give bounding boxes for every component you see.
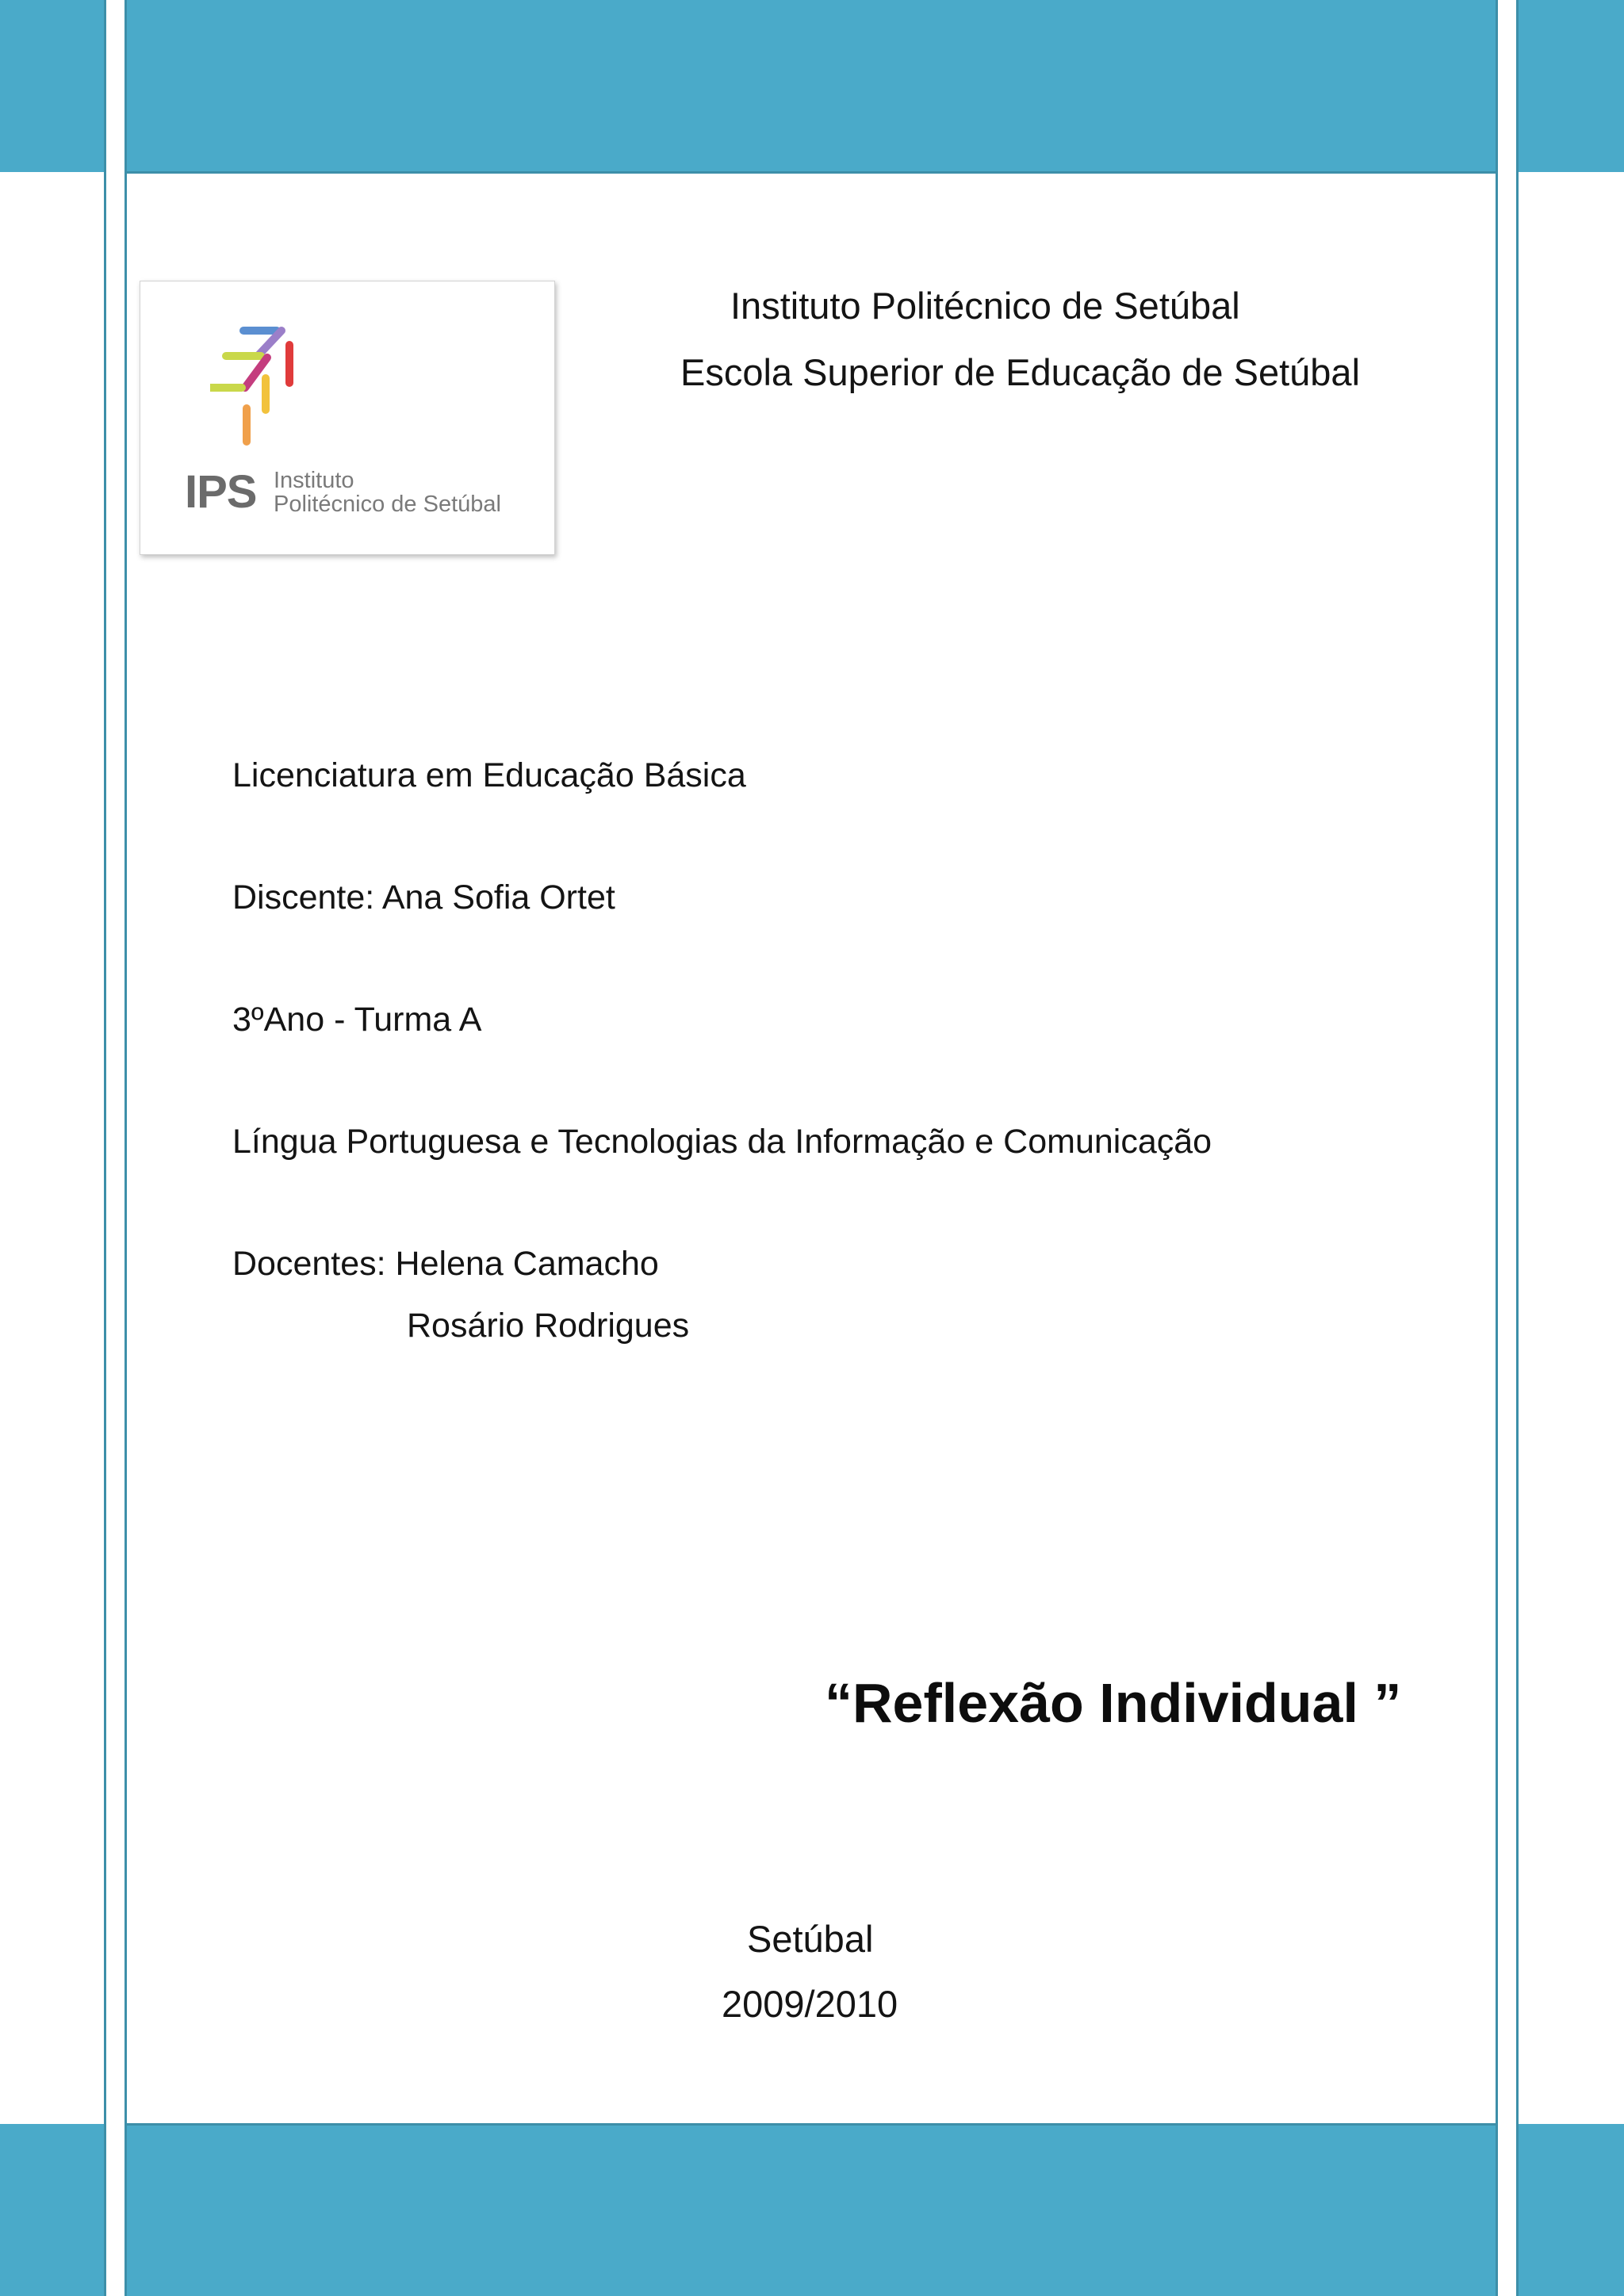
school-name: Escola Superior de Educação de Setúbal xyxy=(680,351,1361,393)
frame-rule-4 xyxy=(1516,0,1519,2296)
academic-year: 2009/2010 xyxy=(722,1983,898,2025)
year-class-line: 3ºAno - Turma A xyxy=(232,1001,482,1039)
footer-band-right xyxy=(1518,2124,1624,2296)
logo-abbreviation: IPS xyxy=(185,466,257,518)
ips-logo-mark-icon xyxy=(210,321,369,472)
document-title: “Reflexão Individual ” xyxy=(825,1672,1402,1734)
footer-band-center xyxy=(126,2124,1497,2296)
subject-line: Língua Portuguesa e Tecnologias da Informação e Comunicação xyxy=(232,1123,1212,1161)
frame-rule-top xyxy=(126,171,1497,174)
logo-line-1: Instituto xyxy=(274,468,354,493)
frame-rule-1 xyxy=(104,0,106,2296)
logo-line-2: Politécnico de Setúbal xyxy=(274,492,501,517)
ips-logo xyxy=(140,281,555,555)
place: Setúbal xyxy=(747,1918,874,1960)
student-line: Discente: Ana Sofia Ortet xyxy=(232,878,615,916)
frame-rule-bottom xyxy=(126,2123,1497,2126)
course-line: Licenciatura em Educação Básica xyxy=(232,756,746,794)
logo-wordmark xyxy=(274,469,501,516)
frame-rule-3 xyxy=(1496,0,1498,2296)
header-band-left xyxy=(0,0,105,172)
teachers-line-2: Rosário Rodrigues xyxy=(407,1307,690,1345)
teachers-line-1: Docentes: Helena Camacho xyxy=(232,1245,659,1283)
institution-name: Instituto Politécnico de Setúbal xyxy=(730,285,1240,327)
header-band-right xyxy=(1518,0,1624,172)
header-band-center xyxy=(126,0,1497,172)
footer-band-left xyxy=(0,2124,105,2296)
frame-rule-2 xyxy=(124,0,127,2296)
